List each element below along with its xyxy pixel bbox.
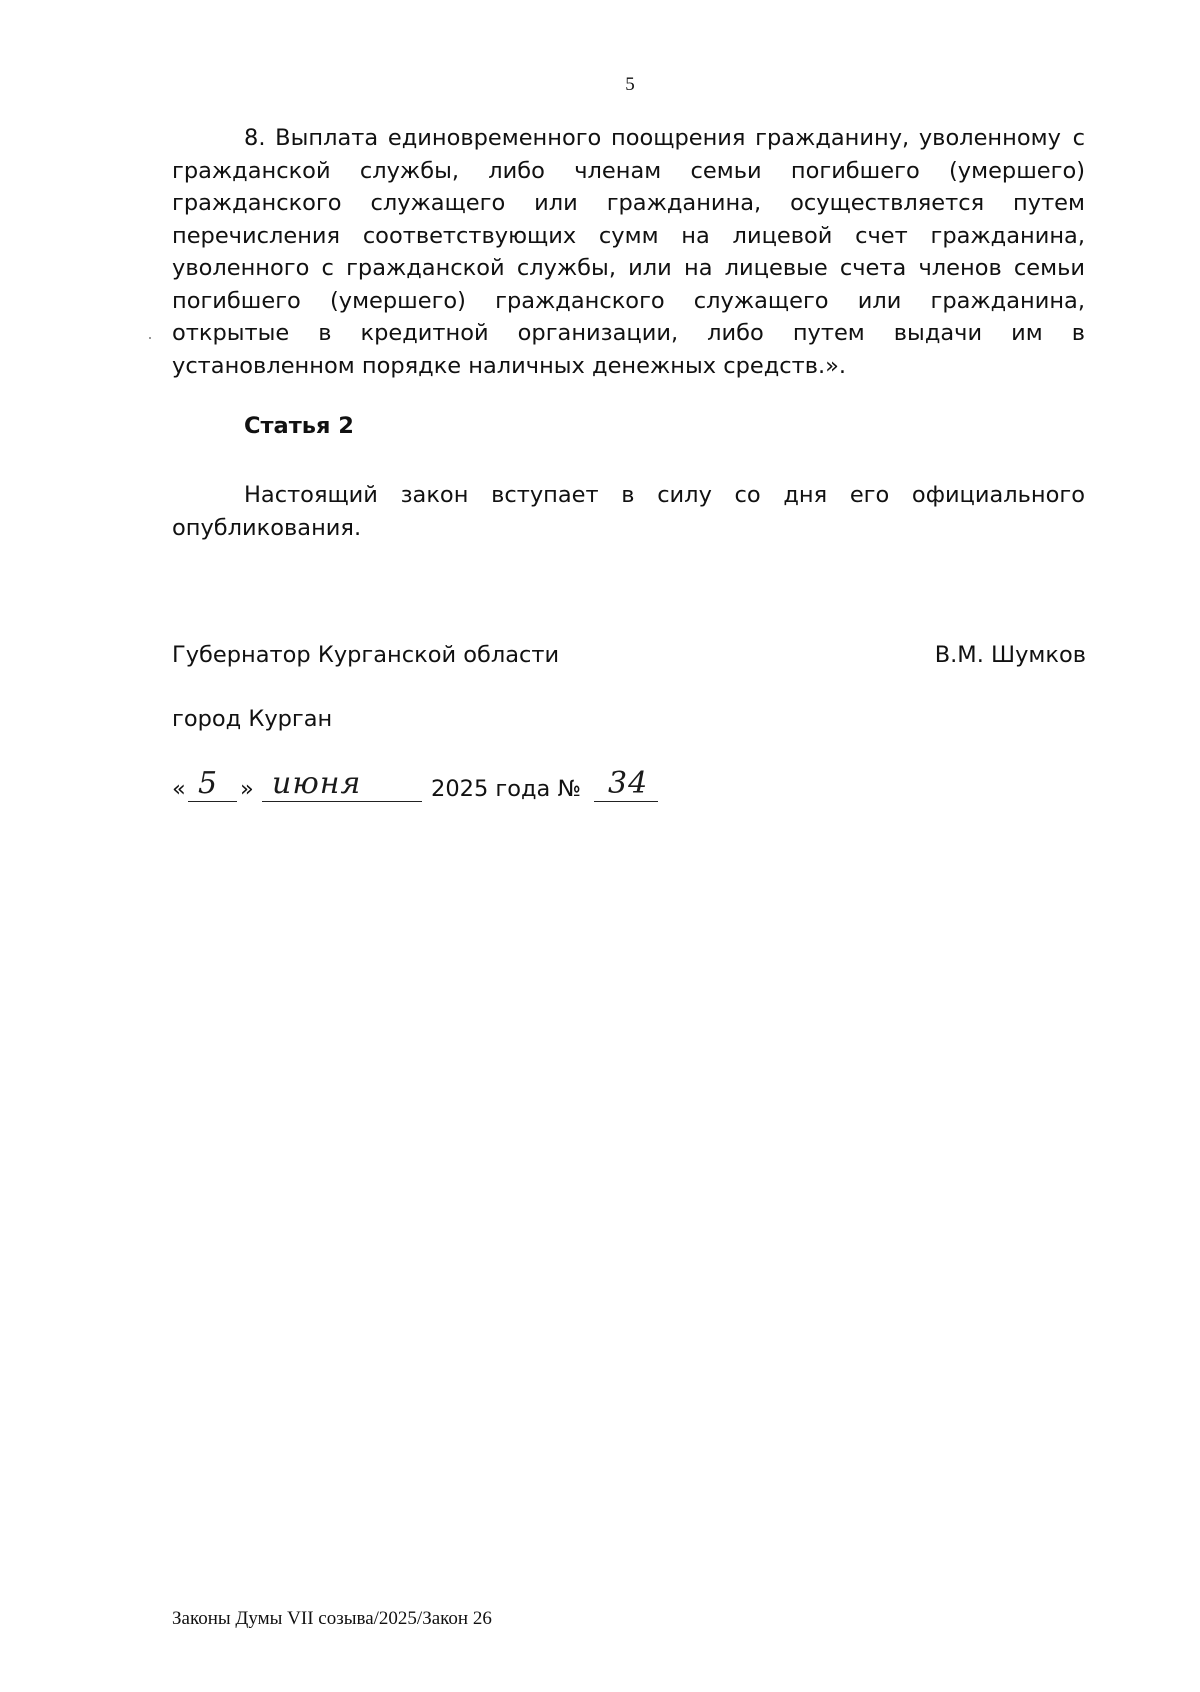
city-line: город Курган: [172, 706, 333, 732]
year-and-number-label: 2025 года №: [431, 776, 581, 802]
open-quote: «: [172, 776, 186, 802]
signatory-name: В.М. Шумков: [934, 642, 1086, 668]
paragraph-8-rest: с гражданской службы, либо членам семьи погибшего (умершего) гражданского служащего или гражданина, осуществляется путем перечисления соответствующих сумм на лицевой счет гражданина, уволенного с гражданской службы, или на лицевые счета членов семьи погибшего (умершего) гражданского служащего или гражданина, открытые в кредитной организации, либо путем выдачи им в установленном порядке наличных денежных средств.».: [172, 125, 1085, 379]
margin-dot: [149, 337, 151, 339]
number-blank: [594, 801, 658, 802]
day-blank: [188, 801, 237, 802]
handwritten-day: 5: [198, 766, 219, 801]
signatory-position: Губернатор Курганской области: [172, 642, 560, 668]
article-2-heading: Статья 2: [244, 413, 354, 439]
handwritten-number: 34: [608, 766, 649, 801]
paragraph-8-lead: 8. Выплата единовременного поощрения гражданину, уволенному: [244, 125, 1061, 151]
month-blank: [262, 801, 422, 802]
page-number: 5: [625, 74, 635, 95]
article-2-text: Настоящий закон вступает в силу со дня его официального опубликования.: [172, 482, 1085, 541]
date-line: [172, 768, 692, 808]
handwritten-month: июня: [272, 766, 362, 801]
close-quote: »: [240, 776, 254, 802]
footer-reference: Законы Думы VII созыва/2025/Закон 26: [172, 1608, 492, 1629]
paragraph-8: [172, 122, 1085, 382]
